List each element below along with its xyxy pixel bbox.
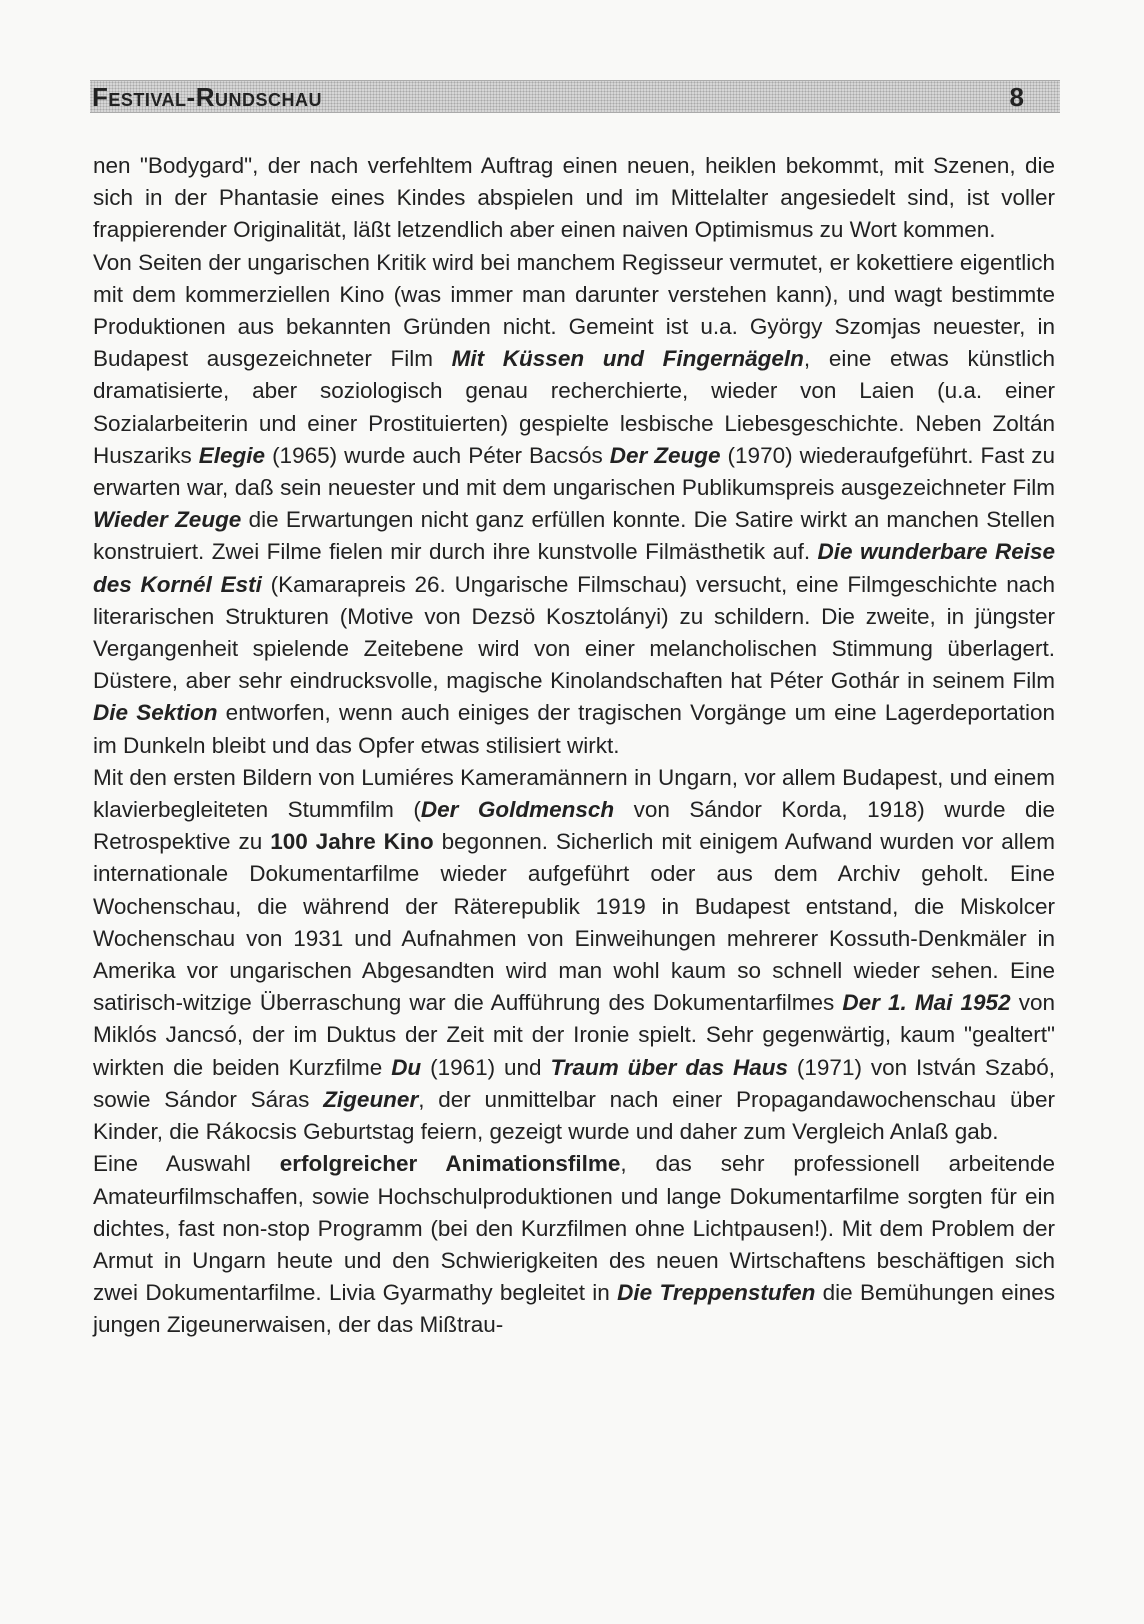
bold-phrase: erfolgreicher Animationsfilme <box>279 1151 621 1177</box>
film-title: Mit Küssen und Fingernägeln <box>451 346 804 372</box>
page-header <box>90 80 1060 113</box>
paragraph <box>93 247 1055 762</box>
film-title: Du <box>391 1054 422 1080</box>
film-title: Der 1. Mai 1952 <box>842 990 1011 1016</box>
film-title: Die Treppenstufen <box>617 1280 816 1306</box>
film-title: Die Sektion <box>93 700 218 726</box>
paragraph <box>93 150 1055 247</box>
text-run: , das sehr professionell arbeitende Amateurfilmschaffen, sowie Hochschulproduktionen und lange Dokumentarfilme sorgten für ein dichtes, fast non-stop Programm (bei den Kurzfilmen ohne Lichtpausen!). Mit dem Problem der Armut in Ungarn heute und den Schwierigkeiten des neuen Wirtschaftens beschäftigen sich zwei Dokumentarfilme. Livia Gyarmathy begleitet in <box>93 1151 1055 1306</box>
paragraph <box>93 1148 1055 1341</box>
film-title: Der Goldmensch <box>420 797 615 823</box>
text-run: (1970) wiederaufgeführt. Fast zu erwarten war, daß sein neuester und mit dem ungarischen Publikumspreis ausgezeichneter Film <box>93 442 1055 501</box>
page-number: 8 <box>1009 82 1024 112</box>
film-title: Traum über das Haus <box>550 1054 789 1080</box>
text-run: Eine Auswahl <box>93 1151 280 1177</box>
text-run: , eine etwas künstlich dramatisierte, aber soziologisch genau recherchierte, wieder von Laien (u.a. einer Sozialarbeiterin und einer Prostituierten) gespielte lesbische Liebesgeschichte. Neben Zoltán Huszariks <box>93 346 1055 468</box>
text-run: von Miklós Jancsó, der im Duktus der Zeit mit der Ironie spielt. Sehr gegenwärtig, kaum "gealtert" wirkten die beiden Kurzfilme <box>93 990 1056 1080</box>
film-title: Die wunderbare Reise des Kornél Esti <box>93 539 1055 597</box>
text-run: die Erwartungen nicht ganz erfüllen konnte. Die Satire wirkt an manchen Stellen konstruiert. Zwei Filme fielen mir durch ihre kunstvolle Filmästhetik auf. <box>93 507 1055 565</box>
film-title: Der Zeuge <box>609 442 721 468</box>
section-title: Festival-Rundschau <box>92 82 322 112</box>
film-title: Zigeuner <box>323 1086 419 1112</box>
text-run: die Bemühungen eines jungen Zigeunerwaisen, der das Mißtrau- <box>93 1280 1055 1338</box>
film-title: Wieder Zeuge <box>93 507 242 533</box>
text-run: Mit den ersten Bildern von Lumiéres Kameramännern in Ungarn, vor allem Budapest, und einem klavierbegleiteten Stummfilm ( <box>93 764 1055 823</box>
text-run: (1961) und <box>421 1054 551 1080</box>
text-run: von Sándor Korda, 1918) wurde die Retrospektive zu <box>93 797 1055 855</box>
text-run: (Kamarapreis 26. Ungarische Filmschau) versucht, eine Filmgeschichte nach literarischen Strukturen (Motive von Dezsö Kosztolányi) zu schildern. Die zweite, in jüngster Vergangenheit spielende Zeitebene wird von einer melancholischen Stimmung überlagert. Düstere, aber sehr eindrucksvolle, magische Kinolandschaften hat Péter Gothár in seinem Film <box>93 571 1055 694</box>
bold-phrase: 100 Jahre Kino <box>270 829 434 855</box>
text-run: (1965) wurde auch Péter Bacsós <box>265 442 610 468</box>
article-body <box>93 150 1055 1342</box>
text-run: Von Seiten der ungarischen Kritik wird bei manchem Regisseur vermutet, er kokettiere eigentlich mit dem kommerziellen Kino (was immer man darunter verstehen kann), und wagt bestimmte Produktionen aus bekannten Gründen nicht. Gemeint ist u.a. György Szomjas neuester, in Budapest ausgezeichneter Film <box>93 249 1055 372</box>
text-run: entworfen, wenn auch einiges der tragischen Vorgänge um eine Lagerdeportation im Dunkeln bleibt und das Opfer etwas stilisiert wirkt. <box>93 700 1055 758</box>
text-run: (1971) von István Szabó, sowie Sándor Sáras <box>93 1054 1055 1112</box>
text-run: begonnen. Sicherlich mit einigem Aufwand wurden vor allem internationale Dokumentarfilme wieder aufgeführt oder aus dem Archiv geholt. Eine Wochenschau, die während der Räterepublik 1919 in Budapest entstand, die Miskolcer Wochenschau von 1931 und Aufnahmen von Einweihungen mehrerer Kossuth-Denkmäler in Amerika vor ungarischen Abgesandten wird man wohl kaum so schnell wieder sehen. Eine satirisch-witzige Überraschung war die Aufführung des Dokumentarfilmes <box>93 829 1055 1016</box>
paragraph <box>93 762 1055 1148</box>
text-run: , der unmittelbar nach einer Propagandawochenschau über Kinder, die Rákocsis Geburtstag feiern, gezeigt wurde und daher zum Vergleich Anlaß gab. <box>93 1086 1055 1145</box>
text-run: nen "Bodygard", der nach verfehltem Auftrag einen neuen, heiklen bekommt, mit Szenen, die sich in der Phantasie eines Kindes abspielen und im Mittelalter angesiedelt sind, ist voller frappierender Originalität, läßt letzendlich aber einen naiven Optimismus zu Wort kommen. <box>93 153 1055 243</box>
film-title: Elegie <box>198 442 266 468</box>
